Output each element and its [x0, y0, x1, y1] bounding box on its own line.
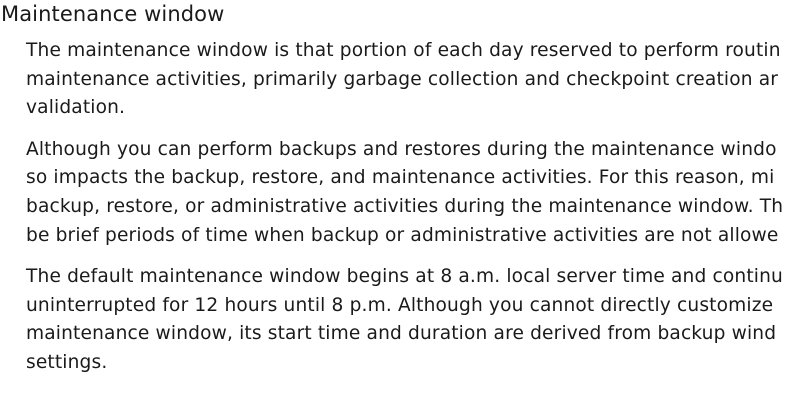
text-line: maintenance window, its start time and duration are derived from backup wind: [26, 323, 777, 345]
paragraph-maintenance-definition: [26, 37, 812, 123]
paragraph-default-window: [26, 263, 812, 377]
text-line: uninterrupted for 12 hours until 8 p.m. Although you cannot directly customize: [26, 294, 774, 316]
text-line: Although you can perform backups and restores during the maintenance windo: [26, 138, 777, 160]
text-line: The default maintenance window begins at 8 a.m. local server time and continu: [26, 266, 783, 288]
text-line: backup, restore, or administrative activities during the maintenance window. Th: [26, 195, 784, 217]
text-line: so impacts the backup, restore, and maintenance activities. For this reason, mi: [26, 167, 775, 189]
section-heading: Maintenance window: [1, 2, 225, 26]
text-line: validation.: [26, 97, 126, 119]
paragraph-backup-restore-impact: [26, 136, 812, 250]
text-line: settings.: [26, 351, 108, 373]
text-line: maintenance activities, primarily garbage collection and checkpoint creation ar: [26, 68, 779, 90]
text-line: be brief periods of time when backup or administrative activities are not allowe: [26, 224, 779, 246]
text-line: The maintenance window is that portion of each day reserved to perform routin: [26, 40, 781, 61]
section-body: [26, 37, 812, 391]
